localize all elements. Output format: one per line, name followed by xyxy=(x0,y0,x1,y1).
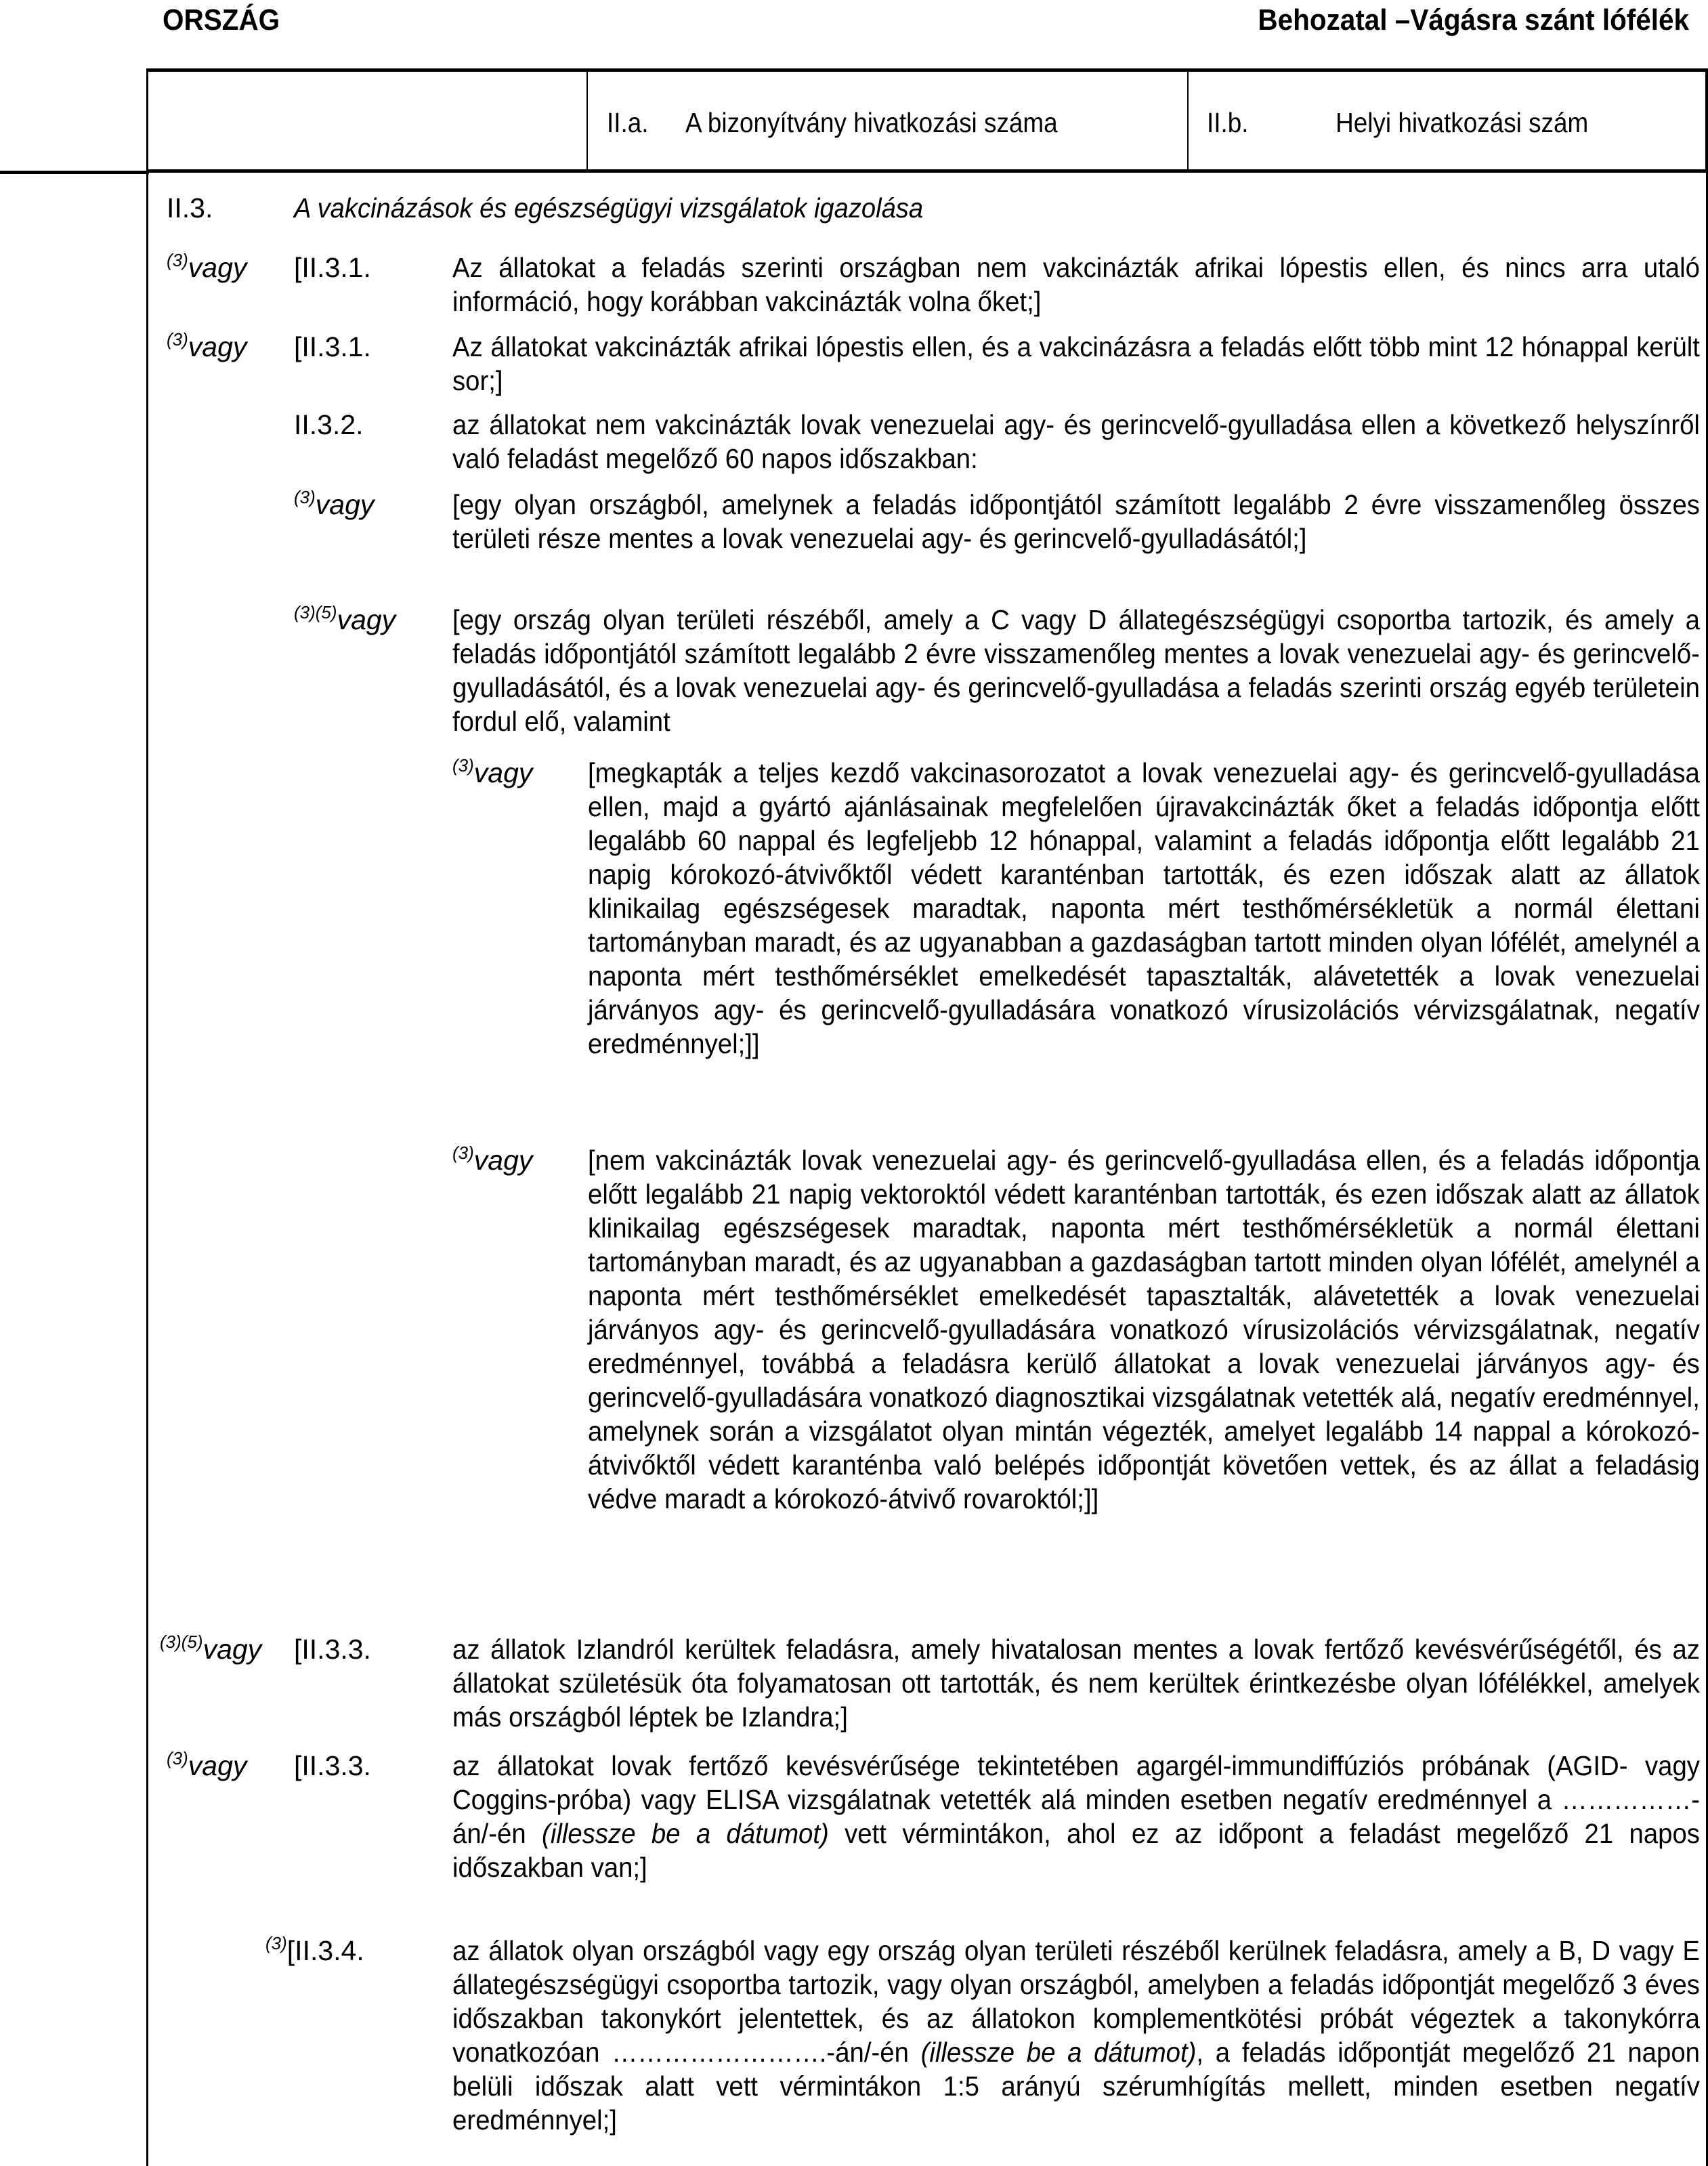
local-reference-code: II.b. xyxy=(1207,107,1249,138)
sub-clause-text: [egy olyan országból, amelynek a feladás időpontjától számított legalább 2 évre visszamenőleg összes területi része mentes a lovak venezuelai agy- és gerincvelő-gyulladásától;] xyxy=(452,489,1700,554)
option-marker: $^{(3)(5)}$vagy xyxy=(294,602,396,635)
country-title: ORSZÁG xyxy=(163,3,280,37)
local-reference-label: Helyi hivatkozási szám xyxy=(1336,107,1589,138)
clause-text: Az állatokat a feladás szerinti országban nem vakcinázták afrikai lópestis ellen, és nincs arra utaló információ, hogy korábban vakcinázták volna őket;] xyxy=(452,252,1700,317)
option-marker: $^{(3)(5)}$vagy xyxy=(160,1632,262,1665)
section-code: II.3. xyxy=(167,192,213,224)
clause-text: Az állatokat vakcinázták afrikai lópestis ellen, és a vakcinázásra a feladás előtt több mint 12 hónappal került sor;] xyxy=(452,331,1700,396)
certificate-reference-code: II.a. xyxy=(607,107,649,138)
nested-clause-text: [megkapták a teljes kezdő vakcinasorozatot a lovak venezuelai agy- és gerincvelő-gyulladása ellen, majd a gyártó ajánlásainak megfelelően újravakcinázták őket a feladás időpontja előtt legalább 60 nappal és legfeljebb 12 hónappal, valamint a feladás időpontja előtt legalább 21 napig kórokozó-átvivőktől védett karanténban tartották, és ezen időszak alatt az állatok klinikailag egészségesek maradtak, naponta mért testhőmérsékletük a normál élettani tartományban maradt, és az ugyanabban a gazdaságban tartott minden olyan lófélét, amelynél a naponta mért testhőmérséklet emelkedését tapasztalták, alávetették a lovak venezuelai járványos agy- és gerincvelő-gyulladására vonatkozó vírusizolációs vérvizsgálatnak, negatív eredménnyel;]] xyxy=(588,757,1700,1059)
option-marker: $^{(3)}$vagy xyxy=(452,1143,533,1176)
header-divider xyxy=(1187,72,1189,169)
option-marker: $^{(3)}$vagy xyxy=(167,329,247,362)
option-marker: $^{(3)}$[II.3.4. xyxy=(265,1933,364,1966)
date-instruction: (illessze be a dátumot) xyxy=(542,1818,829,1849)
clause-code: [II.3.3. xyxy=(294,1634,371,1665)
clause-code: II.3.2. xyxy=(294,409,364,440)
option-marker: $^{(3)}$vagy xyxy=(294,487,375,520)
section-title: A vakcinázások és egészségügyi vizsgálatok igazolása xyxy=(294,192,924,224)
header-divider xyxy=(586,72,588,169)
date-instruction: (illessze be a dátumot) xyxy=(920,2037,1197,2068)
nested-clause-text: [nem vakcinázták lovak venezuelai agy- és gerincvelő-gyulladása ellen, és a feladás időpontja előtt legalább 21 napig vektoroktól védett karanténban tartották, és ezen időszak alatt az állatok klinikailag egészségesek maradtak, naponta mért testhőmérsékletük a normál élettani tartományban maradt, és az ugyanabban a gazdaságban tartott minden olyan lófélét, amelynél a naponta mért testhőmérséklet emelkedését tapasztalták, alávetették a lovak venezuelai járványos agy- és gerincvelő-gyulladására vonatkozó vírusizolációs vérvizsgálatnak, negatív eredménnyel, továbbá a feladásra kerülő állatokat a lovak venezuelai járványos agy- és gerincvelő-gyulladására vonatkozó diagnosztikai vizsgálatnak vetették alá, negatív eredménnyel, amelynek során a vizsgálatot olyan mintán végezték, amelyet legalább 14 nappal a kórokozó-átvivőktől védett karanténba való belépés időpontját követően vettek, és az állat a feladásig védve maradt a kórokozó-átvivő rovaroktól;]] xyxy=(588,1145,1700,1514)
clause-text: az állatok olyan országból vagy egy ország olyan területi részéből kerülnek feladásra, amely a B, D vagy E állategészségügyi csoportba tartozik, vagy olyan országból, amelyben a feladás időpontját megelőző 3 éves időszakban takonykórt jelentettek, és az állatokon komplementkötési próbát végeztek a takonykórra vonatkozóan …………………….-án/-én (illessze be a dátumot), a feladás időpontját megelőző 21 napon belüli időszak alatt vett vérmintákon 1:5 arányú szérumhígítás mellett, minden esetben negatív eredménnyel;] xyxy=(452,1935,1700,2136)
option-marker: $^{(3)}$vagy xyxy=(167,1748,247,1781)
clause-text: az állatokat lovak fertőző kevésvérűsége tekintetében agargél-immundiffúziós próbának (AGID- vagy Coggins-próba) vagy ELISA vizsgálatnak vetették alá minden esetben negatív eredménnyel a ……………-án/-én (illessze be a dátumot) vett vérmintákon, ahol ez az időpont a feladást megelőző 21 napos időszakban van;] xyxy=(452,1750,1700,1883)
clause-text: az állatokat nem vakcinázták lovak venezuelai agy- és gerincvelő-gyulladása ellen a következő helyszínről való feladást megelőző 60 napos időszakban: xyxy=(452,409,1700,474)
certificate-reference-cell xyxy=(607,106,1058,140)
header-bottom-rule xyxy=(0,171,149,174)
option-marker: $^{(3)}$vagy xyxy=(167,250,247,283)
clause-code: [II.3.3. xyxy=(294,1750,371,1781)
option-marker: $^{(3)}$vagy xyxy=(452,755,533,788)
local-reference-cell xyxy=(1207,106,1588,140)
sub-clause-text: [egy ország olyan területi részéből, amely a C vagy D állategészségügyi csoportba tartozik, és amely a feladás időpontjától számított legalább 2 évre visszamenőleg mentes a lovak venezuelai agy- és gerincvelő-gyulladásától, és a lovak venezuelai agy- és gerincvelő-gyulladása a feladás szerinti ország egyéb területein fordul elő, valamint xyxy=(452,604,1700,737)
left-margin-line xyxy=(146,68,148,2166)
clause-text: az állatok Izlandról kerültek feladásra, amely hivatalosan mentes a lovak fertőző kevésvérűségétől, és az állatokat születésük óta folyamatosan ott tartották, és nem kerültek érintkezésbe olyan lófélékkel, amelyek más országból léptek be Izlandra;] xyxy=(452,1634,1700,1733)
clause-code: [II.3.1. xyxy=(294,331,371,362)
certificate-reference-label: A bizonyítvány hivatkozási száma xyxy=(685,107,1058,138)
document-title: Behozatal –Vágásra szánt lófélék xyxy=(1258,3,1689,37)
reference-header-table xyxy=(146,68,1707,173)
clause-code: [II.3.1. xyxy=(294,252,371,283)
